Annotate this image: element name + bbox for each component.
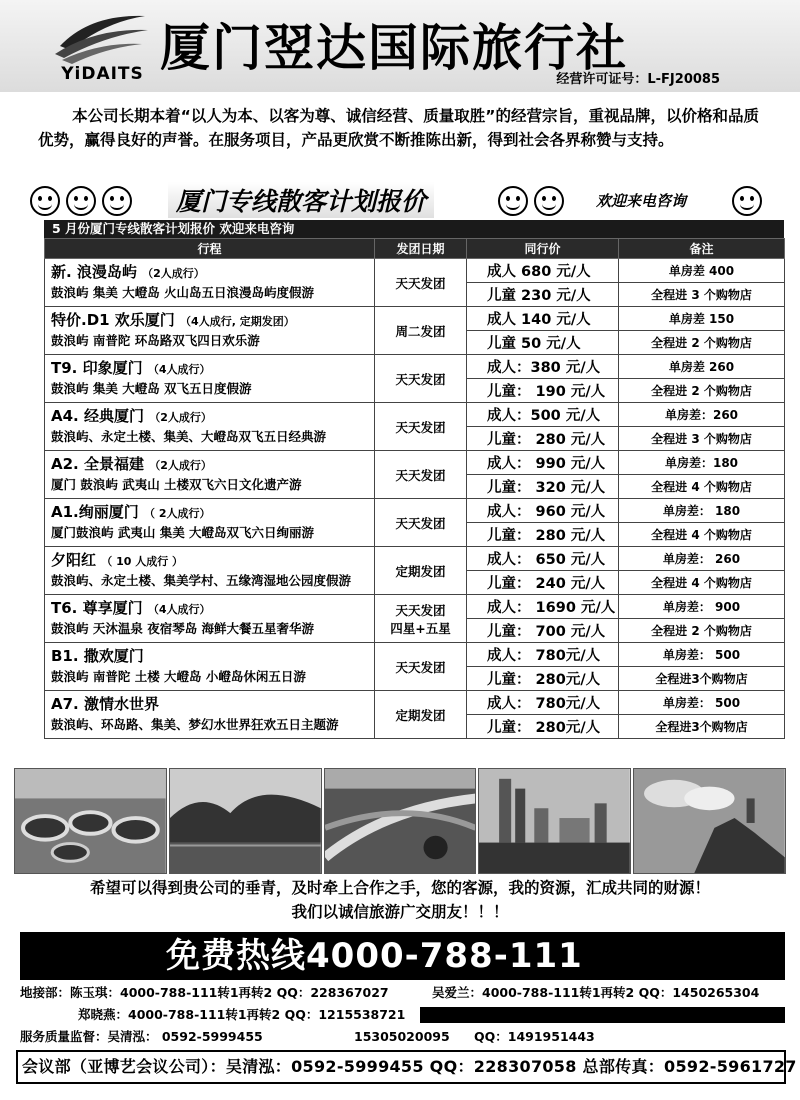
departure-date: 天天发团: [395, 275, 446, 291]
adult-price: 成人： 990 元/人: [467, 451, 619, 475]
route-cell: [45, 403, 375, 451]
meeting-department: 会议部（亚博艺会议公司）：吴清泓：0592-5999455 QQ：228307058 总部传真：0592-5961727: [16, 1050, 786, 1084]
child-price: 儿童： 320 元/人: [467, 475, 619, 499]
route-name: T6. 尊享厦门: [51, 599, 143, 617]
slogan-line-1: 希望可以得到贵公司的垂青，及时牵上合作之手，您的客源，我的资源，汇成共同的财源！: [89, 879, 710, 897]
smiley-icon: [534, 186, 564, 216]
route-title: [51, 551, 368, 571]
slogan: [0, 876, 800, 924]
banner-title: 厦门专线散客计划报价: [168, 182, 434, 218]
route-name: 特价.D1 欢乐厦门: [51, 311, 175, 329]
route-title: [51, 359, 368, 379]
route-note: （2人成行）: [142, 267, 205, 280]
route-note: （4人成行, 定期发团）: [180, 315, 295, 328]
intro-paragraph: 本公司长期本着“以人为本、以客为尊、诚信经营、质量取胜”的经营宗旨，重视品牌，以价格和品质优势，赢得良好的声誉。在服务项目，产品更欣赏不断推陈出新，得到社会各界称赞与支持。: [38, 107, 759, 149]
route-note: （2人成行）: [149, 411, 212, 424]
date-cell: [375, 307, 467, 355]
shopping-note: 全程进 2 个购物店: [619, 619, 785, 643]
route-desc: 鼓浪屿 集美 大嶝岛 火山岛五日浪漫岛屿度假游: [51, 285, 315, 300]
company-logo: [50, 6, 155, 84]
child-price: 儿童： 280元/人: [467, 715, 619, 739]
single-room-surcharge: 单房差： 900: [619, 595, 785, 619]
child-price: 儿童： 280元/人: [467, 667, 619, 691]
route-title: [51, 455, 368, 475]
smiley-icon: [30, 186, 60, 216]
photo-strip: [14, 768, 786, 874]
contacts: [20, 982, 790, 1048]
shopping-note: 全程进3个购物店: [619, 667, 785, 691]
route-title: [51, 599, 368, 619]
date-cell: [375, 643, 467, 691]
route-cell: [45, 691, 375, 739]
route-name: A2. 全景福建: [51, 455, 144, 473]
route-name: T9. 印象厦门: [51, 359, 143, 377]
route-name: 夕阳红: [51, 551, 97, 569]
departure-date: 天天发团: [395, 515, 446, 531]
single-room-surcharge: 单房差 150: [619, 307, 785, 331]
contact-local-3: 郑晓燕：4000-788-111转1再转2 QQ：1215538721: [78, 1007, 406, 1022]
route-desc: 鼓浪屿 集美 大嶝岛 双飞五日度假游: [51, 381, 252, 396]
route-desc: 厦门鼓浪屿 武夷山 集美 大嶝岛双飞六日绚丽游: [51, 525, 315, 540]
shopping-note: 全程进 4 个购物店: [619, 523, 785, 547]
route-cell: [45, 643, 375, 691]
single-room-surcharge: 单房差 260: [619, 355, 785, 379]
single-room-surcharge: 单房差：260: [619, 403, 785, 427]
route-name: 新. 浪漫岛屿: [51, 263, 137, 281]
adult-price: 成人：500 元/人: [467, 403, 619, 427]
adult-price: 成人 680 元/人: [467, 259, 619, 283]
adult-price: 成人： 780元/人: [467, 643, 619, 667]
logo-swoosh-icon: [50, 6, 155, 64]
route-note: （2人成行）: [149, 459, 212, 472]
single-room-surcharge: 单房差： 180: [619, 499, 785, 523]
route-desc: 鼓浪屿 南普陀 土楼 大嶝岛 小嶝岛休闲五日游: [51, 669, 306, 684]
single-room-surcharge: 单房差：180: [619, 451, 785, 475]
route-title: [51, 695, 368, 715]
shopping-note: 全程进 2 个购物店: [619, 331, 785, 355]
route-note: （4人成行）: [147, 363, 211, 376]
departure-date: 天天发团: [395, 467, 446, 483]
table-row: [45, 691, 785, 715]
table-row: [45, 259, 785, 283]
photo-sunlight-rock: [633, 768, 786, 874]
date-cell: [375, 691, 467, 739]
shopping-note: 全程进 4 个购物店: [619, 571, 785, 595]
adult-price: 成人： 1690 元/人: [467, 595, 619, 619]
contact-row: [20, 1004, 790, 1026]
route-title: [51, 647, 368, 667]
header: [0, 0, 800, 92]
date-cell: [375, 547, 467, 595]
date-cell: [375, 355, 467, 403]
route-desc: 鼓浪屿 南普陀 环岛路双飞四日欢乐游: [51, 333, 260, 348]
departure-date: 周二发团: [395, 323, 446, 339]
route-cell: [45, 307, 375, 355]
child-price: 儿童： 280 元/人: [467, 427, 619, 451]
table-row: [45, 355, 785, 379]
shopping-note: 全程进 3 个购物店: [619, 427, 785, 451]
route-title: [51, 503, 368, 523]
adult-price: 成人： 780元/人: [467, 691, 619, 715]
photo-city-skyline: [478, 768, 631, 874]
adult-price: 成人：380 元/人: [467, 355, 619, 379]
photo-tulou: [14, 768, 167, 874]
quality-qq: QQ：1491951443: [474, 1029, 595, 1044]
child-price: 儿童 50 元/人: [467, 331, 619, 355]
smiley-icon: [732, 186, 762, 216]
route-cell: [45, 595, 375, 643]
route-note: （ 10 人成行 ）: [101, 555, 184, 568]
header-price: 同行价: [467, 239, 619, 259]
date-cell: [375, 499, 467, 547]
child-price: 儿童： 280 元/人: [467, 523, 619, 547]
departure-date: 定期发团: [395, 563, 446, 579]
departure-date: 天天发团: [395, 602, 446, 618]
route-cell: [45, 259, 375, 307]
table-row: [45, 403, 785, 427]
banner-welcome: 欢迎来电咨询: [596, 192, 687, 210]
child-price: 儿童： 700 元/人: [467, 619, 619, 643]
table-row: [45, 595, 785, 619]
departure-date: 定期发团: [395, 707, 446, 723]
route-note: （ 2人成行）: [143, 507, 211, 520]
smiley-icon: [102, 186, 132, 216]
departure-date: 天天发团: [395, 659, 446, 675]
child-price: 儿童 230 元/人: [467, 283, 619, 307]
route-cell: [45, 547, 375, 595]
table-body: [45, 259, 785, 739]
smiley-icon: [498, 186, 528, 216]
license-number: 经营许可证号：L-FJ20085: [556, 72, 720, 87]
price-banner: [30, 182, 770, 222]
adult-price: 成人： 650 元/人: [467, 547, 619, 571]
contact-local-2: 吴爱兰：4000-788-111转1再转2 QQ：1450265304: [432, 985, 760, 1000]
departure-date: 天天发团: [395, 419, 446, 435]
route-name: A1.绚丽厦门: [51, 503, 139, 521]
shopping-note: 全程进 2 个购物店: [619, 379, 785, 403]
route-cell: [45, 499, 375, 547]
logo-text: YiDAITS: [61, 64, 144, 84]
header-route: 行程: [45, 239, 375, 259]
single-room-surcharge: 单房差： 500: [619, 643, 785, 667]
photo-mountain-lake: [169, 768, 322, 874]
company-name: 厦门翌达国际旅行社: [160, 18, 628, 77]
route-desc: 鼓浪屿 天沐温泉 夜宿琴岛 海鲜大餐五星奢华游: [51, 621, 315, 636]
date-cell: [375, 259, 467, 307]
adult-price: 成人 140 元/人: [467, 307, 619, 331]
slogan-line-2: 我们以诚信旅游广交朋友！！！: [291, 903, 509, 921]
single-room-surcharge: 单房差： 260: [619, 547, 785, 571]
child-price: 儿童： 190 元/人: [467, 379, 619, 403]
route-cell: [45, 451, 375, 499]
route-desc: 鼓浪屿、永定土楼、集美、大嶝岛双飞五日经典游: [51, 429, 327, 444]
route-title: [51, 311, 368, 331]
route-name: B1. 撒欢厦门: [51, 647, 144, 665]
route-name: A7. 激情水世界: [51, 695, 159, 713]
child-price: 儿童： 240 元/人: [467, 571, 619, 595]
route-desc: 鼓浪屿、永定土楼、集美学村、五缘湾湿地公园度假游: [51, 573, 352, 588]
price-table: [44, 220, 784, 739]
quality-phone: 15305020095: [354, 1029, 450, 1044]
route-title: [51, 407, 368, 427]
header-remark: 备注: [619, 239, 785, 259]
smiley-icon: [66, 186, 96, 216]
contact-local-1: 地接部：陈玉琪：4000-788-111转1再转2 QQ：228367027: [20, 985, 389, 1000]
contact-row: [20, 982, 790, 1004]
hotel-grade: 四星+五星: [390, 620, 451, 636]
quality-supervisor: 服务质量监督：吴清泓： 0592-5999455: [20, 1029, 263, 1044]
departure-date: 天天发团: [395, 371, 446, 387]
shopping-note: 全程进 3 个购物店: [619, 283, 785, 307]
single-room-surcharge: 单房差 400: [619, 259, 785, 283]
date-cell: [375, 403, 467, 451]
shopping-note: 全程进 4 个购物店: [619, 475, 785, 499]
table-row: [45, 547, 785, 571]
photo-ring-road: [324, 768, 477, 874]
hotline-bar: 免费热线4000-788-111: [20, 932, 785, 980]
adult-price: 成人： 960 元/人: [467, 499, 619, 523]
date-cell: [375, 451, 467, 499]
route-cell: [45, 355, 375, 403]
contact-row: [20, 1026, 790, 1048]
route-desc: 鼓浪屿、环岛路、集美、梦幻水世界狂欢五日主题游: [51, 717, 339, 732]
table-row: [45, 499, 785, 523]
route-name: A4. 经典厦门: [51, 407, 144, 425]
single-room-surcharge: 单房差： 500: [619, 691, 785, 715]
dark-bar: [420, 1007, 785, 1023]
route-note: （4人成行）: [147, 603, 211, 616]
header-date: 发团日期: [375, 239, 467, 259]
table-caption: 5 月份厦门专线散客计划报价 欢迎来电咨询: [44, 220, 784, 238]
date-cell: [375, 595, 467, 643]
table-row: [45, 307, 785, 331]
route-title: [51, 263, 368, 283]
table-row: [45, 643, 785, 667]
shopping-note: 全程进3个购物店: [619, 715, 785, 739]
table-row: [45, 451, 785, 475]
route-desc: 厦门 鼓浪屿 武夷山 土楼双飞六日文化遗产游: [51, 477, 302, 492]
